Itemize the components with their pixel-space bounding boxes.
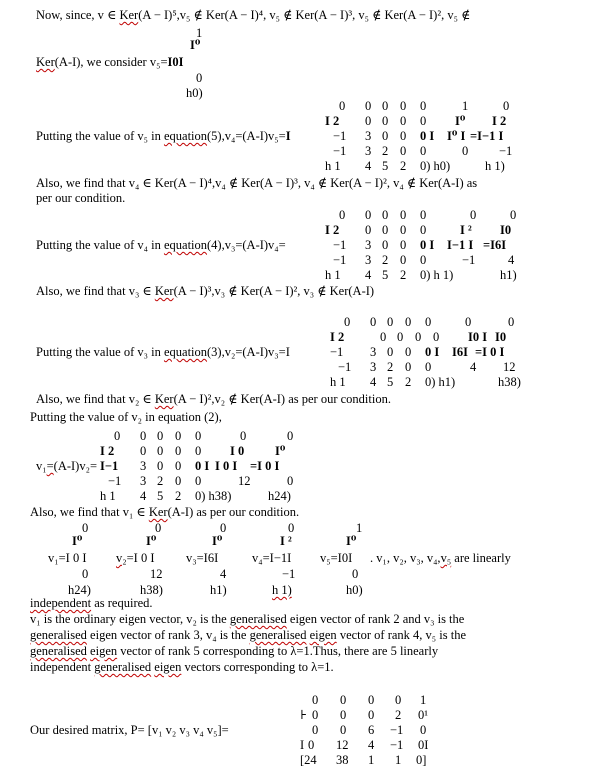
v3-para	[36, 284, 374, 299]
m4-1-6: I0	[500, 223, 512, 237]
vec2-label-rest: =I 0 I	[126, 551, 155, 565]
m2-2-2: 0	[157, 459, 164, 473]
dm-0-3: 0	[368, 693, 375, 707]
m2-0-4: 0	[195, 429, 202, 443]
putting-v3-post: (3),v₂=(A-I)v₃=I	[207, 345, 290, 359]
m3-4-2: 5	[387, 375, 394, 389]
final-l2-b: eigen vector of rank 2 and v₃ is the	[286, 612, 465, 626]
v5-label	[36, 55, 184, 70]
m2-2-6: =I 0 I	[250, 459, 280, 473]
v5-label-rest: (A-I), we consider v₅=	[54, 55, 168, 69]
m3-0-4: 0	[425, 315, 432, 329]
putting-v3-label	[36, 345, 290, 360]
v3-para-pre: Also, we find that v₃ ∈	[36, 284, 155, 298]
m5-0-5: 1	[462, 99, 469, 113]
v3-para-u: Ker	[154, 284, 174, 298]
vec1-b1: 0	[82, 567, 89, 581]
m5-2-2: 0	[382, 129, 389, 143]
m2-1-0: I 2	[100, 444, 115, 458]
line-1-ker: Ker	[119, 8, 139, 22]
vec1-t2: I⁰	[72, 534, 83, 548]
m3-0-2: 0	[387, 315, 394, 329]
m3-2-3: 0	[405, 345, 412, 359]
final-l3-u1: generalised	[30, 628, 87, 642]
m3-2-1: 3	[370, 345, 377, 359]
dm-1-1: 0	[312, 708, 319, 722]
m3-3-5: 4	[470, 360, 477, 374]
final-line-5	[30, 660, 334, 675]
m5-0-0: 0	[339, 99, 346, 113]
m2-2-5: I 0 I	[215, 459, 238, 473]
m4-2-1: 3	[365, 238, 372, 252]
final-line-1	[30, 596, 153, 611]
m3-4-0: h 1	[330, 375, 346, 389]
final-l2-a: v₁ is the ordinary eigen vector, v₂ is the	[30, 612, 230, 626]
m5-2-6: =I−1 I	[470, 129, 504, 143]
dm-3-2: 12	[336, 738, 349, 752]
m4-2-4: 0 I	[420, 238, 435, 252]
dm-2-1: 0	[312, 723, 319, 737]
m5-4-1: 4	[365, 159, 372, 173]
dm-1-0: ⊦	[300, 708, 308, 722]
m5-0-6: 0	[503, 99, 510, 113]
final-line-2	[30, 612, 464, 627]
m4-4-3: 2	[400, 268, 407, 282]
m4-0-2: 0	[382, 208, 389, 222]
dm-3-4: −1	[390, 738, 404, 752]
dm-1-2: 0	[340, 708, 347, 722]
final-line-3	[30, 628, 466, 643]
vec2-b1: 12	[150, 567, 163, 581]
m5-3-1: 3	[365, 144, 372, 158]
m4-4-4: 0) h 1)	[420, 268, 454, 282]
m5-3-3: 0	[400, 144, 407, 158]
putting-v4-post: (4),v₃=(A-I)v₄=	[207, 238, 286, 252]
final-l4-u1: generalised	[30, 644, 87, 658]
final-l4-u2: eigen	[90, 644, 118, 658]
vec2-label-u: v₂	[116, 551, 127, 565]
v4-para-line-2: per our condition.	[36, 191, 126, 205]
line-1-pre: Now, since, v	[36, 8, 104, 22]
m4-1-1: 0	[365, 223, 372, 237]
dm-1-4: 2	[395, 708, 402, 722]
putting-v5-pre: Putting the value of v₅ in	[36, 129, 164, 143]
m3-1-1: 0	[380, 330, 387, 344]
m2-1-5: I 0	[230, 444, 245, 458]
m3-3-6: 12	[503, 360, 516, 374]
m5-0-4: 0	[420, 99, 427, 113]
v1-para-post: (A-I) as per our condition.	[167, 505, 300, 519]
m2-4-1: 4	[140, 489, 147, 503]
matrix-v5	[325, 99, 555, 174]
m4-0-4: 0	[420, 208, 427, 222]
m2-3-3: 0	[175, 474, 182, 488]
m5-0-1: 0	[365, 99, 372, 113]
v5-row-2: I⁰	[190, 38, 201, 52]
m4-3-2: 2	[382, 253, 389, 267]
m4-3-0: −1	[333, 253, 347, 267]
final-l5-u1: generalised	[94, 660, 152, 674]
vec3-b1: 4	[220, 567, 227, 581]
m3-3-1: 3	[370, 360, 377, 374]
m3-4-4: 0) h1)	[425, 375, 456, 389]
m2-4-2: 5	[157, 489, 164, 503]
m5-2-1: 3	[365, 129, 372, 143]
v3-para-post: (A − I)³,v₃ ∉ Ker(A − I)², v₃ ∉ Ker(A-I)	[173, 284, 375, 298]
v1-para-pre: Also, we find that v₁ ∈	[30, 505, 149, 519]
vec4-b1: −1	[282, 567, 296, 581]
final-l1-post: as required.	[91, 596, 153, 610]
m5-4-5: h 1)	[485, 159, 505, 173]
m5-2-4: 0 I	[420, 129, 435, 143]
m3-1-2: 0	[397, 330, 404, 344]
final-l3-u2: generalised	[249, 628, 307, 642]
v5-row-3: I0I	[167, 55, 184, 69]
dm-4-5: 0]	[416, 753, 427, 767]
dm-0-5: 1	[420, 693, 427, 707]
m3-2-5: I6I	[452, 345, 468, 359]
final-l5-a: independent	[30, 660, 95, 674]
m3-4-3: 2	[405, 375, 412, 389]
vec1-b2: h24)	[68, 583, 91, 597]
vec5-label: v₅=I0I	[320, 551, 353, 565]
putting-v4-u: equation	[163, 238, 208, 252]
m4-3-1: 3	[365, 253, 372, 267]
dm-0-2: 0	[340, 693, 347, 707]
dm-4-4: 1	[395, 753, 402, 767]
m5-2-3: 0	[400, 129, 407, 143]
putting-v4-pre: Putting the value of v₄ in	[36, 238, 164, 252]
dm-3-0: I	[300, 738, 305, 752]
m4-0-5: 0	[470, 208, 477, 222]
vectors-tail-text: . v₁, v₂, v₃, v₄,	[370, 551, 441, 565]
m4-4-0: h 1	[325, 268, 341, 282]
putting-v4-label	[36, 238, 286, 253]
vec2-t2: I⁰	[146, 534, 157, 548]
m5-1-2: 0	[382, 114, 389, 128]
putting-v5-post: (5),v₄=(A-I)v₅=	[207, 129, 286, 143]
m3-3-0: −1	[338, 360, 352, 374]
m5-1-0: I 2	[325, 114, 340, 128]
m3-1-6: I0	[495, 330, 507, 344]
dm-1-5: 0¹	[418, 708, 428, 722]
m5-0-2: 0	[382, 99, 389, 113]
putting-v5-label	[36, 129, 291, 144]
m3-2-4: 0 I	[425, 345, 440, 359]
m2-2-3: 0	[175, 459, 182, 473]
m3-1-3: 0	[415, 330, 422, 344]
m2-4-5: h24)	[268, 489, 291, 503]
m3-0-1: 0	[370, 315, 377, 329]
m4-2-2: 0	[382, 238, 389, 252]
v5-row-1: 1	[196, 26, 203, 40]
vec4-b2-wrap	[272, 583, 292, 598]
m2-1-1: 0	[140, 444, 147, 458]
matrix-v4	[325, 208, 555, 283]
m4-2-5: I−1 I	[447, 238, 474, 252]
vec4-t2: I ²	[280, 534, 292, 548]
final-l5-u2: eigen	[154, 660, 182, 674]
m3-2-0: −1	[330, 345, 344, 359]
vec3-b2: h1)	[210, 583, 227, 597]
dm-4-0: [24	[300, 753, 317, 767]
putting-v3-u: equation	[163, 345, 208, 359]
m2-1-6: I⁰	[275, 444, 286, 458]
dm-3-5: 0I	[418, 738, 429, 752]
m3-3-4: 0	[425, 360, 432, 374]
m3-3-3: 0	[405, 360, 412, 374]
vec1-label: v₁=I 0 I	[48, 551, 87, 565]
m5-4-0: h 1	[325, 159, 341, 173]
m3-0-6: 0	[508, 315, 515, 329]
desired-label: Our desired matrix, P= [v₁ v₂ v₃ v₄ v₅]=	[30, 723, 229, 737]
m2-3-0: −1	[108, 474, 122, 488]
final-line-4	[30, 644, 438, 659]
dm-3-3: 4	[368, 738, 375, 752]
m4-1-0: I 2	[325, 223, 340, 237]
m2-1-4: 0	[195, 444, 202, 458]
m4-1-5: I ²	[460, 223, 472, 237]
putting-v2-pre: v₁	[36, 459, 47, 473]
final-l4-b: vector of rank 5 corresponding to λ=1.Thus, there are 5 linearly	[117, 644, 439, 658]
v5-row-4: 0	[196, 71, 203, 85]
vectors-tail	[370, 551, 511, 566]
m4-3-3: 0	[400, 253, 407, 267]
vec1-top: 0	[82, 521, 89, 535]
m4-1-4: 0	[420, 223, 427, 237]
dm-3-1: 0	[308, 738, 315, 752]
m5-3-0: −1	[333, 144, 347, 158]
m2-3-6: 0	[287, 474, 294, 488]
line-1-rest: (A − I)⁵,v₅ ∉ Ker(A − I)⁴, v₅ ∉ Ker(A − I)³, v₅ ∉ Ker(A − I)², v₅ ∉	[138, 8, 471, 22]
putting-v2-label	[36, 459, 97, 474]
m2-0-5: 0	[240, 429, 247, 443]
vec2-label	[116, 551, 154, 566]
vec4-label: v₄=I−1I	[252, 551, 292, 565]
dm-0-4: 0	[395, 693, 402, 707]
final-l3-u3: eigen	[309, 628, 337, 642]
m4-0-6: 0	[510, 208, 517, 222]
m4-0-0: 0	[339, 208, 346, 222]
m3-0-3: 0	[405, 315, 412, 329]
m5-2-5: I⁰ I	[447, 129, 466, 143]
v2-para-pre: Also, we find that v₂ ∈	[36, 392, 155, 406]
m2-4-3: 2	[175, 489, 182, 503]
m3-1-5: I0 I	[468, 330, 488, 344]
m2-2-4: 0 I	[195, 459, 210, 473]
m4-1-2: 0	[382, 223, 389, 237]
m3-0-5: 0	[465, 315, 472, 329]
m4-4-2: 5	[382, 268, 389, 282]
m2-0-3: 0	[175, 429, 182, 443]
m5-1-1: 0	[365, 114, 372, 128]
m2-0-2: 0	[157, 429, 164, 443]
putting-v2-line-1: Putting the value of v₂ in equation (2),	[30, 410, 222, 424]
m4-1-3: 0	[400, 223, 407, 237]
putting-v5-bracket: I	[285, 129, 291, 143]
m4-3-6: 4	[508, 253, 515, 267]
m2-4-4: 0) h38)	[195, 489, 232, 503]
m3-4-1: 4	[370, 375, 377, 389]
vec2-top: 0	[155, 521, 162, 535]
m5-3-6: −1	[499, 144, 513, 158]
m2-3-4: 0	[195, 474, 202, 488]
final-l1-u: independent	[30, 596, 92, 610]
putting-v2-post: (A-I)v₂=	[53, 459, 98, 473]
m2-0-6: 0	[287, 429, 294, 443]
m2-0-1: 0	[140, 429, 147, 443]
v2-para-u: Ker	[154, 392, 174, 406]
m3-3-2: 2	[387, 360, 394, 374]
vec5-top: 1	[356, 521, 363, 535]
m4-4-5: h1)	[500, 268, 517, 282]
m5-1-3: 0	[400, 114, 407, 128]
m5-2-0: −1	[333, 129, 347, 143]
dm-2-3: 6	[368, 723, 375, 737]
dm-0-1: 0	[312, 693, 319, 707]
m3-2-6: =I 0 I	[475, 345, 505, 359]
v2-para	[36, 392, 391, 407]
vec3-t2: I⁰	[212, 534, 223, 548]
m5-4-4: 0) h0)	[420, 159, 451, 173]
v1-para-u: Ker	[148, 505, 168, 519]
m5-3-5: 0	[462, 144, 469, 158]
vec4-top: 0	[288, 521, 295, 535]
m2-0-0: 0	[114, 429, 121, 443]
dm-2-4: −1	[390, 723, 404, 737]
vec5-b2: h0)	[346, 583, 363, 597]
m3-4-5: h38)	[498, 375, 521, 389]
v5-row-5: h0)	[186, 86, 203, 100]
putting-v2-u: =	[46, 459, 54, 473]
line-1-mid: ∈	[103, 8, 120, 22]
m2-1-3: 0	[175, 444, 182, 458]
m2-2-0: I−1	[100, 459, 119, 473]
vec4-b2: h 1)	[272, 583, 292, 597]
m3-0-0: 0	[344, 315, 351, 329]
final-l2-u: generalised	[229, 612, 287, 626]
dm-1-3: 0	[368, 708, 375, 722]
dm-4-2: 38	[336, 753, 349, 767]
m2-2-1: 3	[140, 459, 147, 473]
m2-3-5: 12	[238, 474, 251, 488]
vec3-label: v₃=I6I	[186, 551, 219, 565]
final-l3-a: eigen vector of rank 3, v₄ is the	[86, 628, 250, 642]
vec2-b2: h38)	[140, 583, 163, 597]
vec5-b1: 0	[352, 567, 359, 581]
vectors-tail-u: v₅	[440, 551, 452, 565]
m4-3-4: 0	[420, 253, 427, 267]
dm-4-3: 1	[368, 753, 375, 767]
m5-4-2: 5	[382, 159, 389, 173]
m2-3-1: 3	[140, 474, 147, 488]
m5-1-5: I⁰	[455, 114, 466, 128]
matrix-v3	[330, 315, 560, 390]
m5-1-6: I 2	[492, 114, 507, 128]
v1-para	[30, 505, 299, 520]
m3-1-4: 0	[433, 330, 440, 344]
m4-2-0: −1	[333, 238, 347, 252]
m4-0-1: 0	[365, 208, 372, 222]
final-l3-c: vector of rank 4, v₅ is the	[336, 628, 467, 642]
final-l5-c: vectors corresponding to λ=1.	[181, 660, 334, 674]
m4-0-3: 0	[400, 208, 407, 222]
dm-2-2: 0	[340, 723, 347, 737]
putting-v5-u: equation	[163, 129, 208, 143]
m2-4-0: h 1	[100, 489, 116, 503]
dm-2-5: 0	[420, 723, 427, 737]
putting-v3-pre: Putting the value of v₃ in	[36, 345, 164, 359]
vectors-tail-post: are linearly	[451, 551, 511, 565]
m3-1-0: I 2	[330, 330, 345, 344]
vec3-top: 0	[220, 521, 227, 535]
m5-4-3: 2	[400, 159, 407, 173]
desired-matrix	[300, 693, 460, 768]
m4-3-5: −1	[462, 253, 476, 267]
v2-para-post: (A − I)²,v₂ ∉ Ker(A-I) as per our condition.	[173, 392, 391, 406]
m5-3-2: 2	[382, 144, 389, 158]
vec5-t2: I⁰	[346, 534, 357, 548]
matrix-v2	[100, 429, 330, 504]
m2-3-2: 2	[157, 474, 164, 488]
m4-2-3: 0	[400, 238, 407, 252]
m5-3-4: 0	[420, 144, 427, 158]
v5-label-ker: Ker	[36, 55, 55, 69]
m3-2-2: 0	[387, 345, 394, 359]
m4-4-1: 4	[365, 268, 372, 282]
v4-para-line-1: Also, we find that v₄ ∈ Ker(A − I)⁴,v₄ ∉ Ker(A − I)³, v₄ ∉ Ker(A − I)², v₄ ∉ Ker(A-I) as	[36, 176, 478, 190]
m5-0-3: 0	[400, 99, 407, 113]
m4-2-6: =I6I	[483, 238, 507, 252]
line-1	[36, 8, 470, 23]
m2-1-2: 0	[157, 444, 164, 458]
m5-1-4: 0	[420, 114, 427, 128]
